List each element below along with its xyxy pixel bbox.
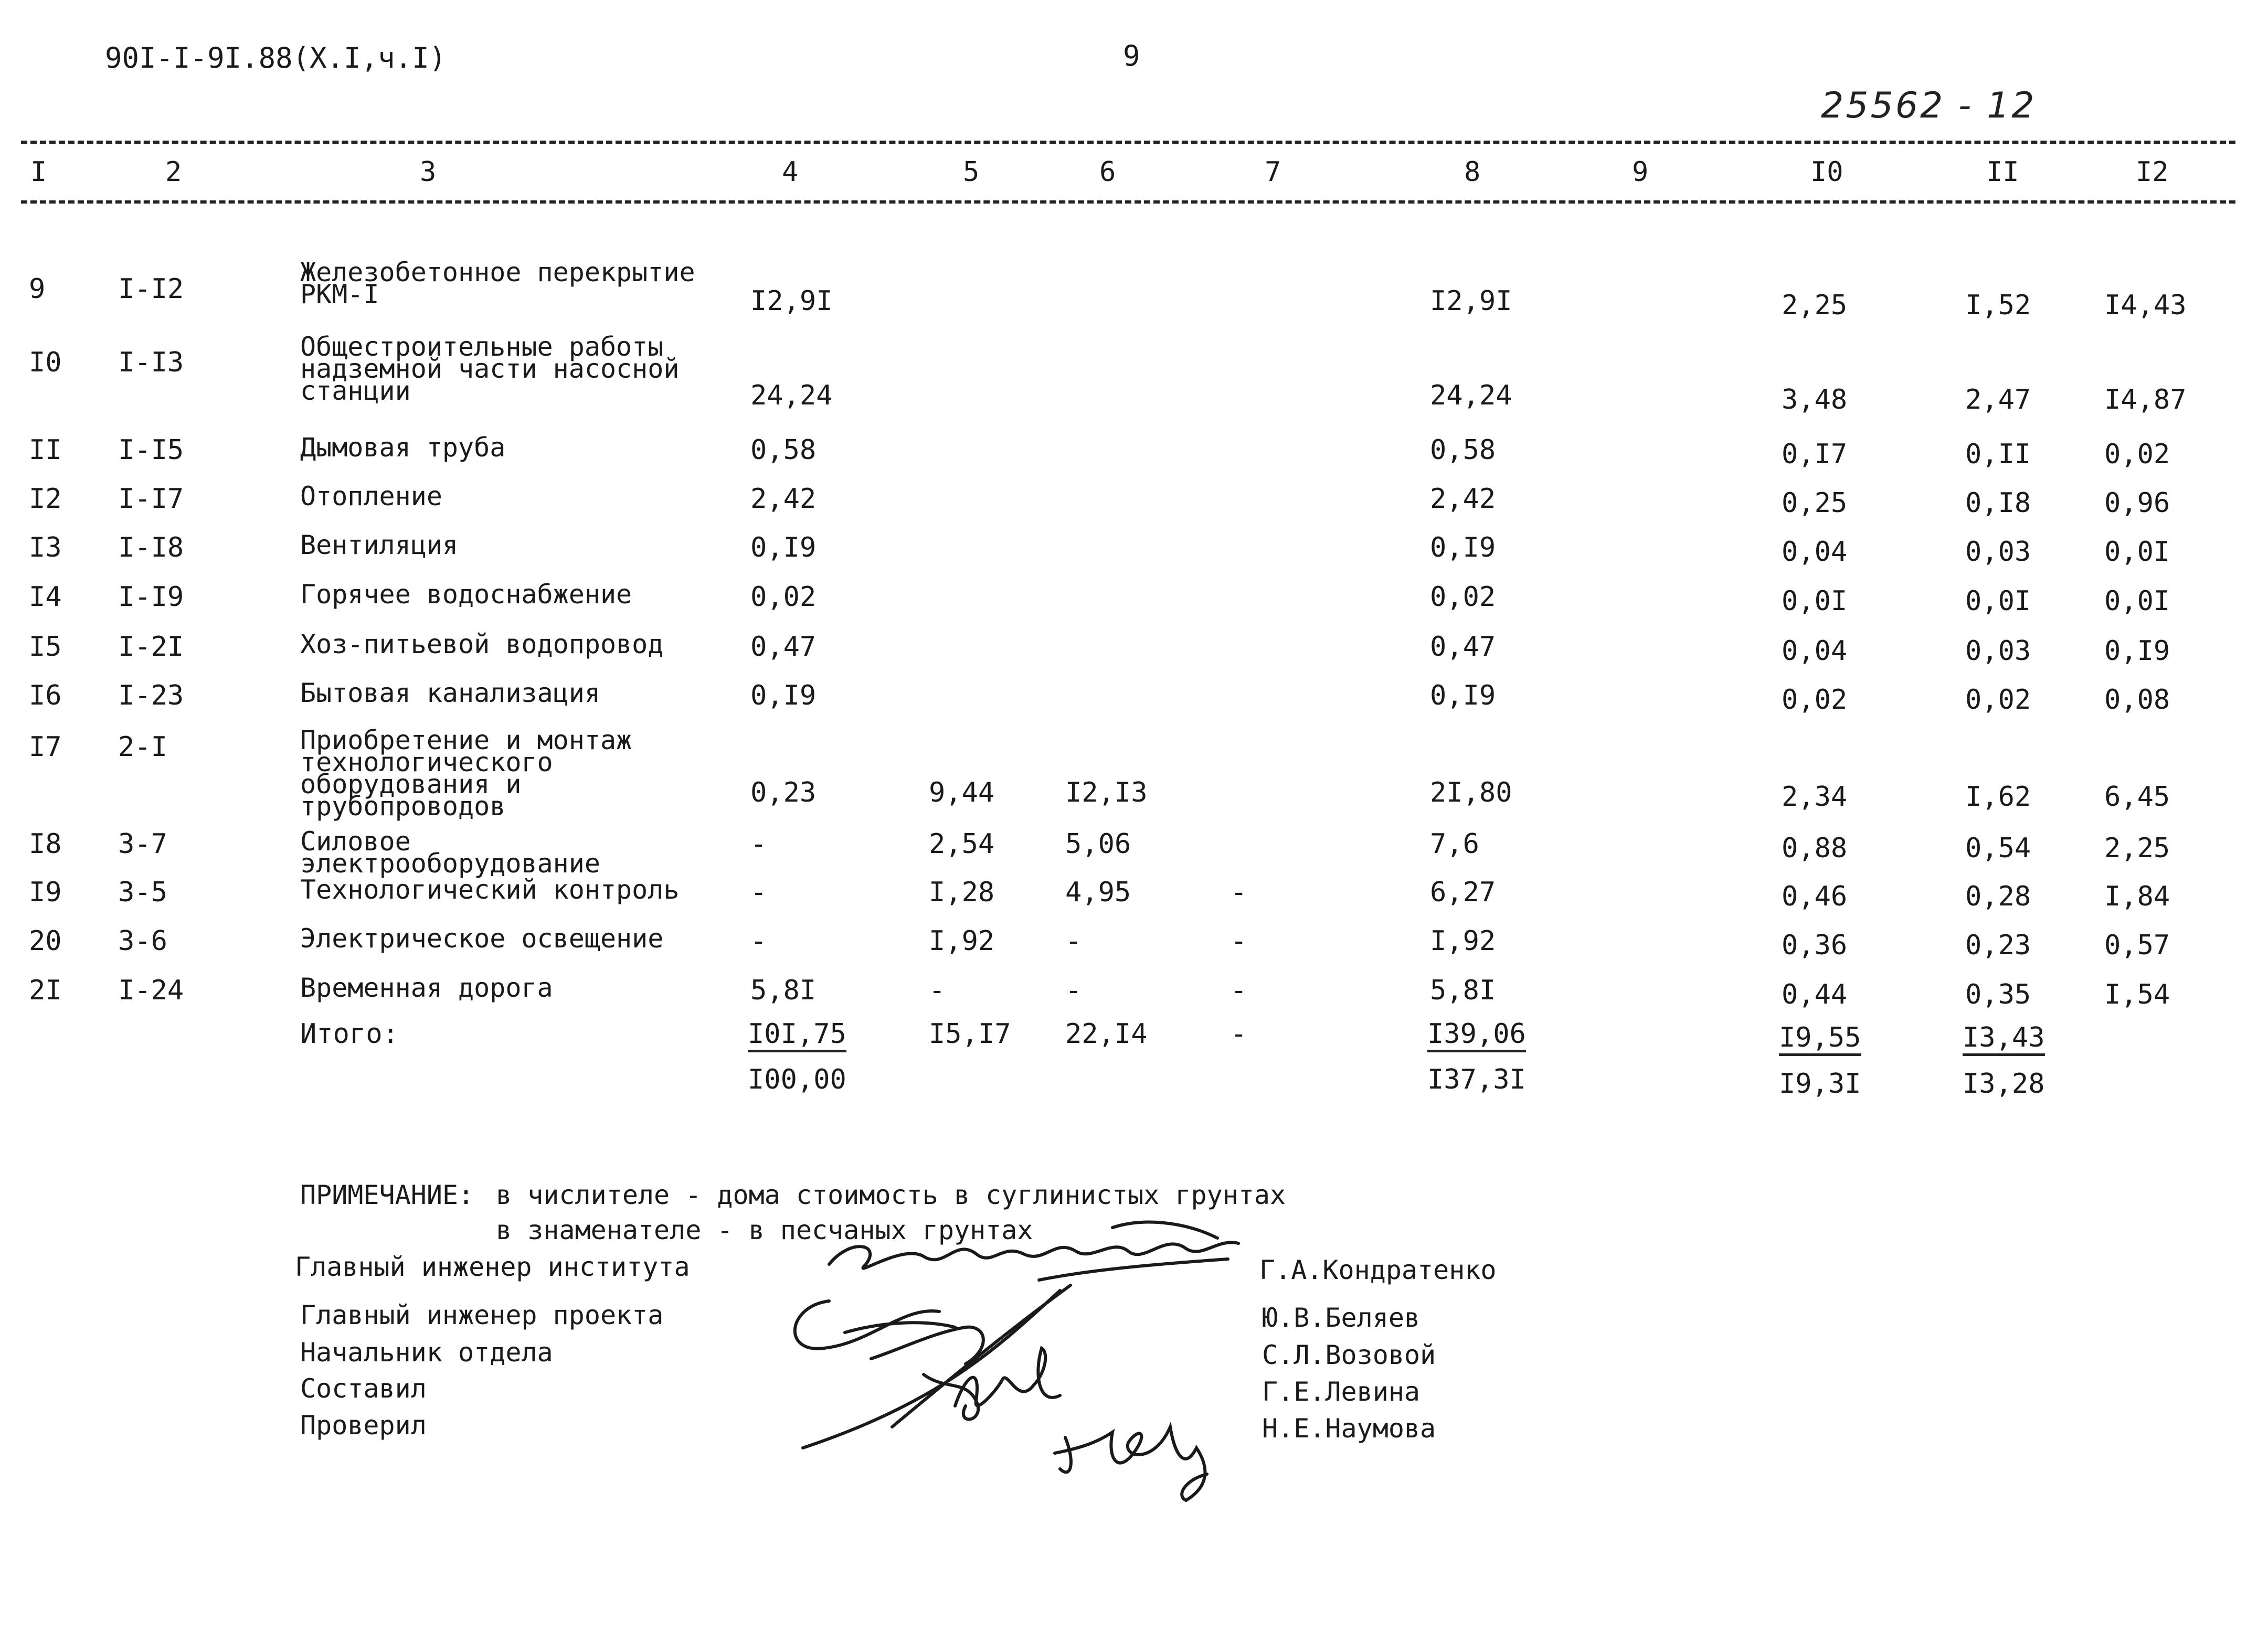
row-value-c4: 0,I9 <box>750 532 817 563</box>
row-code: I-I5 <box>118 434 184 466</box>
signatory-role: Составил <box>300 1373 427 1404</box>
row-value-c12: 0,0I <box>2104 536 2170 568</box>
row-value-c8: I,92 <box>1430 925 1496 957</box>
row-value-c4: 24,24 <box>750 380 833 411</box>
column-header: 3 <box>420 156 437 188</box>
row-value-c7: - <box>1231 877 1247 908</box>
row-number: I5 <box>29 631 62 663</box>
column-header: I2 <box>2136 156 2169 188</box>
row-value-c8: 0,58 <box>1430 434 1496 466</box>
column-header: 5 <box>963 156 980 188</box>
column-header: 6 <box>1099 156 1116 188</box>
row-number: II <box>29 434 62 466</box>
total-col11-denominator: I3,28 <box>1963 1068 2045 1100</box>
row-code: 3-6 <box>118 925 167 957</box>
row-value-c8: 7,6 <box>1430 828 1479 860</box>
note-label: ПРИМЕЧАНИЕ: <box>300 1180 474 1210</box>
row-value-c11: 0,0I <box>1965 585 2031 617</box>
row-code: 3-5 <box>118 877 167 908</box>
total-col8-numerator: I39,06 <box>1427 1020 1526 1052</box>
signatory-role: Главный инженер проекта <box>300 1300 664 1330</box>
document-number: 25562 - 12 <box>1821 85 2037 126</box>
row-value-c10: 0,25 <box>1782 487 1848 519</box>
row-value-c4: 0,02 <box>750 581 817 613</box>
row-value-c11: 0,23 <box>1965 930 2031 961</box>
row-value-c10: 2,25 <box>1782 290 1848 321</box>
row-value-c5: - <box>929 975 946 1006</box>
row-description: Бытовая канализация <box>300 678 600 708</box>
total-col10-denominator: I9,3I <box>1779 1068 1861 1100</box>
row-value-c5: I,92 <box>929 925 995 957</box>
total-col4-denominator: I00,00 <box>748 1064 846 1095</box>
column-header: 7 <box>1265 156 1281 188</box>
row-value-c8: 5,8I <box>1430 975 1496 1006</box>
row-value-c11: 0,I8 <box>1965 487 2031 519</box>
row-value-c12: I,84 <box>2104 881 2170 912</box>
row-value-c12: 0,I9 <box>2104 635 2170 667</box>
row-description: Дымовая труба <box>300 432 506 463</box>
note-line-denominator: в знаменателе - в песчаных грунтах <box>496 1215 1033 1245</box>
row-value-c8: 2I,80 <box>1430 777 1512 808</box>
row-number: I0 <box>29 347 62 378</box>
row-code: I-I8 <box>118 532 184 563</box>
row-code: I-I2 <box>118 273 184 305</box>
row-value-c11: 2,47 <box>1965 384 2031 415</box>
row-value-c4: 0,47 <box>750 631 817 663</box>
column-header: 4 <box>782 156 799 188</box>
row-value-c10: 0,88 <box>1782 833 1848 864</box>
row-value-c10: 0,02 <box>1782 684 1848 716</box>
row-value-c8: 0,I9 <box>1430 680 1496 711</box>
row-value-c4: 0,23 <box>750 777 817 808</box>
column-header: 2 <box>165 156 182 188</box>
signatory-name: Г.Е.Левина <box>1262 1377 1421 1407</box>
row-value-c6: I2,I3 <box>1065 777 1148 808</box>
row-value-c6: 5,06 <box>1065 828 1131 860</box>
row-value-c10: 0,0I <box>1782 585 1848 617</box>
row-value-c6: - <box>1065 925 1082 957</box>
row-value-c8: 0,I9 <box>1430 532 1496 563</box>
row-value-c7: - <box>1231 925 1247 957</box>
row-value-c4: 0,58 <box>750 434 817 466</box>
signatory-name: С.Л.Возовой <box>1262 1340 1436 1370</box>
column-header: 9 <box>1632 156 1649 188</box>
total-col6: 22,I4 <box>1065 1018 1148 1050</box>
row-number: I4 <box>29 581 62 613</box>
row-value-c4: 5,8I <box>750 975 817 1006</box>
row-number: I8 <box>29 828 62 860</box>
row-description: Общестроительные работы надземной части насосной станции <box>300 332 680 406</box>
signatory-role: Проверил <box>300 1410 427 1441</box>
row-number: I3 <box>29 532 62 563</box>
row-code: I-I7 <box>118 483 184 515</box>
row-value-c10: 2,34 <box>1782 781 1848 813</box>
row-value-c5: 9,44 <box>929 777 995 808</box>
row-value-c4: 2,42 <box>750 483 817 515</box>
row-value-c8: 2,42 <box>1430 483 1496 515</box>
row-value-c10: 0,04 <box>1782 536 1848 568</box>
row-value-c8: 6,27 <box>1430 877 1496 908</box>
row-description: Силовое электрооборудование <box>300 826 600 879</box>
signatory-name: Ю.В.Беляев <box>1262 1303 1421 1333</box>
signatory-name: Г.А.Кондратенко <box>1259 1255 1497 1285</box>
row-code: I-2I <box>118 631 184 663</box>
row-value-c11: 0,28 <box>1965 881 2031 912</box>
total-col8-denominator: I37,3I <box>1427 1064 1526 1095</box>
row-value-c12: 0,0I <box>2104 585 2170 617</box>
row-value-c12: 6,45 <box>2104 781 2170 813</box>
row-description: Вентиляция <box>300 530 459 560</box>
page-number: 9 <box>1123 39 1140 72</box>
column-header: II <box>1986 156 2019 188</box>
total-col10-numerator: I9,55 <box>1779 1024 1861 1056</box>
total-label: Итого: <box>300 1018 399 1050</box>
row-number: I2 <box>29 483 62 515</box>
row-description: Железобетонное перекрытие РКМ-I <box>300 257 695 310</box>
row-description: Хоз-питьевой водопровод <box>300 629 664 659</box>
row-value-c11: 0,54 <box>1965 833 2031 864</box>
handwritten-signature <box>1050 1395 1223 1511</box>
total-col7: - <box>1231 1018 1247 1050</box>
row-value-c11: 0,03 <box>1965 635 2031 667</box>
row-value-c10: 0,46 <box>1782 881 1848 912</box>
row-value-c11: 0,02 <box>1965 684 2031 716</box>
row-value-c10: 0,04 <box>1782 635 1848 667</box>
row-description: Технологический контроль <box>300 875 680 905</box>
row-description: Временная дорога <box>300 973 553 1003</box>
total-col5: I5,I7 <box>929 1018 1011 1050</box>
row-value-c8: 24,24 <box>1430 380 1512 411</box>
header-top-rule <box>21 141 2235 144</box>
row-value-c11: I,62 <box>1965 781 2031 813</box>
row-value-c11: 0,03 <box>1965 536 2031 568</box>
row-value-c4: - <box>750 877 767 908</box>
signatory-name: Н.Е.Наумова <box>1262 1413 1436 1444</box>
row-code: I-I9 <box>118 581 184 613</box>
row-code: I-I3 <box>118 347 184 378</box>
row-number: I6 <box>29 680 62 711</box>
document-code: 90I-I-9I.88(X.I,ч.I) <box>105 41 447 74</box>
total-col4-numerator: I0I,75 <box>748 1020 846 1052</box>
row-description: Горячее водоснабжение <box>300 579 632 610</box>
signatory-role: Начальник отдела <box>300 1337 553 1368</box>
row-value-c12: 0,57 <box>2104 930 2170 961</box>
row-value-c7: - <box>1231 975 1247 1006</box>
header-bottom-rule <box>21 200 2235 204</box>
row-value-c5: 2,54 <box>929 828 995 860</box>
row-value-c12: 0,02 <box>2104 439 2170 470</box>
row-code: 3-7 <box>118 828 167 860</box>
row-value-c8: 0,02 <box>1430 581 1496 613</box>
row-value-c10: 0,44 <box>1782 979 1848 1010</box>
row-number: I9 <box>29 877 62 908</box>
row-code: 2-I <box>118 731 167 763</box>
row-code: I-23 <box>118 680 184 711</box>
row-value-c4: I2,9I <box>750 285 833 317</box>
row-value-c12: I,54 <box>2104 979 2170 1010</box>
note-line-numerator: в числителе - дома стоимость в суглинистых грунтах <box>496 1180 1286 1210</box>
row-value-c10: 0,I7 <box>1782 439 1848 470</box>
row-value-c10: 0,36 <box>1782 930 1848 961</box>
row-value-c11: 0,35 <box>1965 979 2031 1010</box>
row-value-c5: I,28 <box>929 877 995 908</box>
row-value-c12: 0,96 <box>2104 487 2170 519</box>
row-value-c12: I4,43 <box>2104 290 2187 321</box>
row-description: Электрическое освещение <box>300 923 664 954</box>
row-value-c11: 0,II <box>1965 439 2031 470</box>
row-value-c12: 2,25 <box>2104 833 2170 864</box>
row-value-c12: I4,87 <box>2104 384 2187 415</box>
row-code: I-24 <box>118 975 184 1006</box>
total-col11-numerator: I3,43 <box>1963 1024 2045 1056</box>
column-header: I0 <box>1810 156 1843 188</box>
row-value-c10: 3,48 <box>1782 384 1848 415</box>
row-value-c8: 0,47 <box>1430 631 1496 663</box>
row-description: Отопление <box>300 481 442 511</box>
row-value-c4: - <box>750 828 767 860</box>
row-number: 20 <box>29 925 62 957</box>
row-value-c6: - <box>1065 975 1082 1006</box>
row-value-c11: I,52 <box>1965 290 2031 321</box>
signatory-role: Главный инженер института <box>295 1252 690 1282</box>
row-value-c12: 0,08 <box>2104 684 2170 716</box>
row-number: 2I <box>29 975 62 1006</box>
column-header: I <box>30 156 47 188</box>
row-value-c4: - <box>750 925 767 957</box>
row-description: Приобретение и монтаж технологического оборудования и трубопроводов <box>300 725 632 822</box>
row-value-c8: I2,9I <box>1430 285 1512 317</box>
row-value-c6: 4,95 <box>1065 877 1131 908</box>
row-number: 9 <box>29 273 46 305</box>
row-number: I7 <box>29 731 62 763</box>
column-header: 8 <box>1464 156 1481 188</box>
row-value-c4: 0,I9 <box>750 680 817 711</box>
